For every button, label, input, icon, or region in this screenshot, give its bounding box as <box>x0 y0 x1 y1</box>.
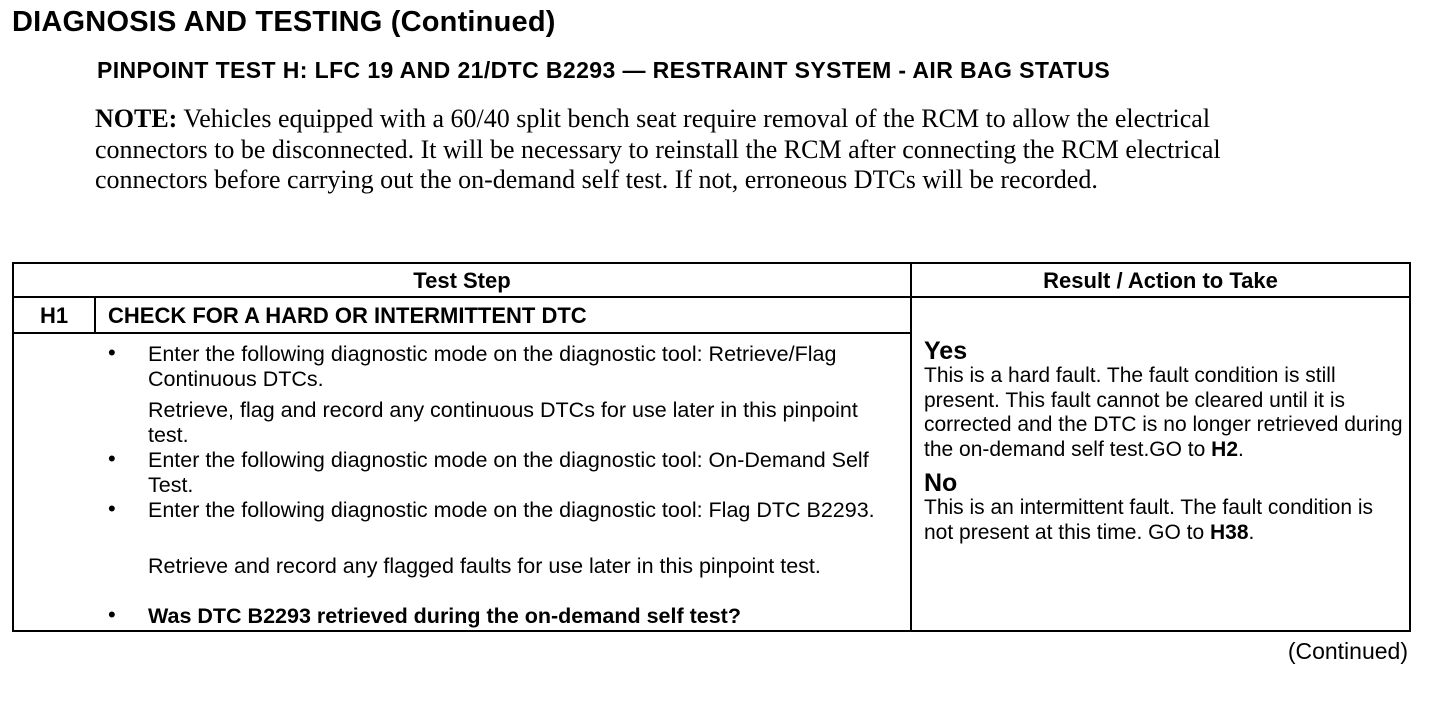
bullet-2: • <box>108 446 116 471</box>
note-label: NOTE: <box>95 104 178 133</box>
step-line-2: Enter the following diagnostic mode on the diagnostic tool: On-Demand Self Test. <box>148 448 869 497</box>
bullet-1: • <box>108 340 116 365</box>
continued-label: (Continued) <box>1287 638 1408 664</box>
step-title: CHECK FOR A HARD OR INTERMITTENT DTC <box>96 298 912 334</box>
step-line-1: Enter the following diagnostic mode on the diagnostic tool: Retrieve/Flag Continuous DTCs. <box>148 342 837 391</box>
result-no-text: This is an intermittent fault. The fault condition is not present at this time. GO to H38. <box>924 496 1373 544</box>
goto-h2: H2 <box>1211 437 1239 461</box>
step-question: Was DTC B2293 retrieved during the on-demand self test? <box>148 604 741 628</box>
step-line-3: Enter the following diagnostic mode on the diagnostic tool: Flag DTC B2293. <box>148 498 875 522</box>
result-yes <box>924 338 1403 462</box>
result-no <box>924 470 1403 545</box>
step-id: H1 <box>14 298 96 334</box>
step-para-1: Retrieve, flag and record any continuous DTCs for use later in this pinpoint test. <box>148 398 858 447</box>
page-heading: DIAGNOSIS AND TESTING (Continued) <box>12 6 556 38</box>
test-table <box>12 262 1411 632</box>
note-text: Vehicles equipped with a 60/40 split bench seat require removal of the RCM to allow the electrical connectors to be disconnected. It will be necessary to reinstall the RCM after connecting the RCM electrical connectors before carrying out the on-demand self test. If not, erroneous DTCs will be recorded. <box>95 104 1221 194</box>
step-para-2: Retrieve and record any flagged faults for use later in this pinpoint test. <box>148 554 821 578</box>
bullet-4: • <box>108 602 116 627</box>
step-body <box>14 334 912 630</box>
header-test-step: Test Step <box>14 264 912 298</box>
result-no-label: No <box>924 469 958 497</box>
pinpoint-test-title: PINPOINT TEST H: LFC 19 AND 21/DTC B2293 — RESTRAINT SYSTEM - AIR BAG STATUS <box>97 57 1111 83</box>
bullet-3: • <box>108 496 116 521</box>
header-result-action: Result / Action to Take <box>912 264 1409 298</box>
note-paragraph <box>95 104 1325 196</box>
result-yes-text: This is a hard fault. The fault condition is still present. This fault cannot be cleared until it is corrected and the DTC is no longer retrieved during the on-demand self test.GO to H2. <box>924 364 1403 461</box>
result-cell <box>912 298 1409 630</box>
goto-h38: H38 <box>1209 520 1249 544</box>
result-yes-label: Yes <box>924 337 968 365</box>
